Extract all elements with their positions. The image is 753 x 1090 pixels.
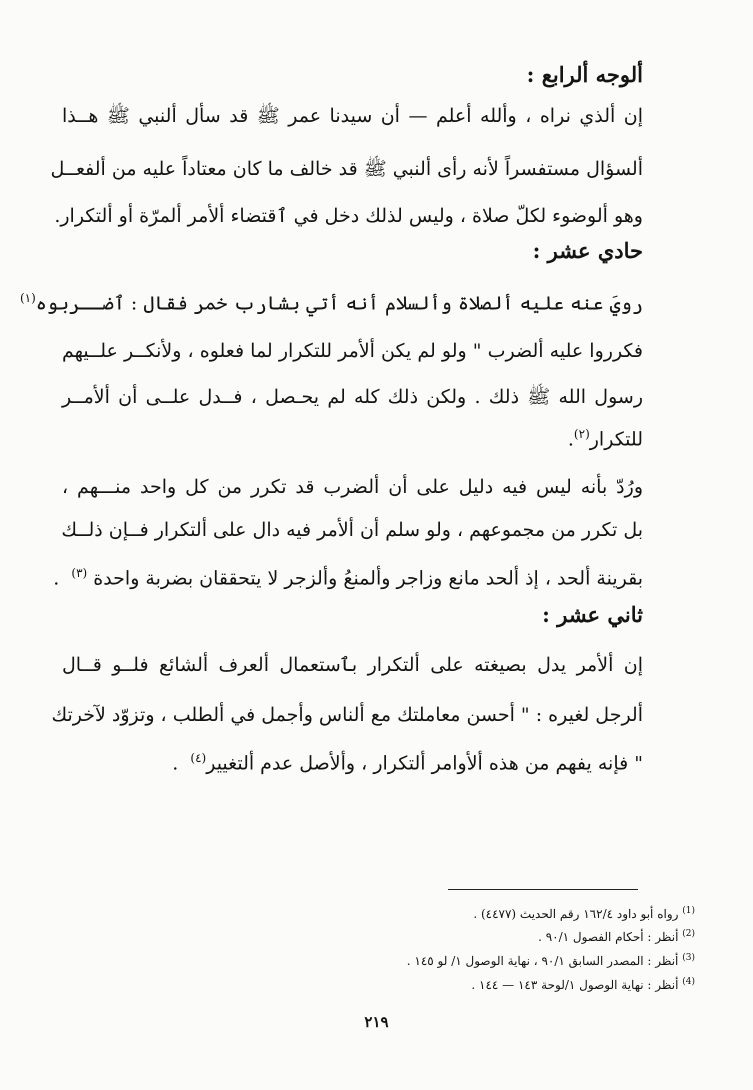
body-line-text: بقرينة ألحد ، إذ ألحد مانع وزاجر وألمنعُ وألزجر لا يتحققان بضربة واحدة [93, 567, 643, 590]
footnote [538, 926, 695, 945]
line-end-punct: . [567, 428, 574, 451]
body-line: بل تكرر من مجموعهم ، ولو سلم أن ألأمر فيه دال على ألتكرار فــإن ذلــك [61, 519, 643, 541]
body-line-text: رويَ عنه عليه ألصلاة وألسلام أنه أتي بشارب خمر فقال : ٱضــربوه [35, 292, 643, 315]
body-line: ورُدّ بأنه ليس فيه دليل على أن ألضرب قد تكرر من كل واحد منـــهم ، [62, 476, 643, 498]
footnote [471, 974, 695, 993]
body-line: فكرروا عليه ألضرب " ولو لم يكن ألأمر للتكرار لما فعلوه ، ولأنكــر علــيهم [62, 340, 643, 362]
footnote-text: أنظر : المصدر السابق ٩٠/١ ، نهاية الوصول ١/ لو ١٤٥ . [406, 954, 679, 968]
section-heading: حادي عشر : [532, 238, 643, 263]
footnote-number: (1) [682, 906, 695, 916]
page-number: ٢١٩ [364, 1013, 389, 1031]
footnote [407, 950, 695, 969]
line-end-punct: . [172, 752, 179, 775]
body-line [62, 421, 643, 451]
footnote-ref: (٢) [573, 427, 590, 441]
footnote-ref: (١) [19, 291, 36, 305]
line-end-punct: . [53, 567, 60, 590]
body-line: رسول الله ﷺ ذلك . ولكن ذلك كله لم يحـصل ، فــدل علــى أن ألأمــر [62, 386, 643, 408]
footnote [473, 903, 695, 922]
footnote-ref: (٤) [190, 751, 207, 765]
footnote-separator [448, 889, 638, 890]
body-line: ألرجل لغيره : " أحسن معاملتك مع ألناس وأجمل في ألطلب ، وتزوّد لآخرتك [51, 704, 643, 726]
footnote-number: (2) [682, 929, 695, 939]
body-line [62, 745, 643, 775]
body-line [19, 285, 643, 315]
footnote-ref: (٣) [71, 566, 88, 580]
body-line: إن ألذي نراه ، وألله أعلم — أن سيدنا عمر ﷺ قد سأل ألنبي ﷺ هــذا [62, 105, 643, 127]
body-line: إن ألأمر يدل بصيغته على ألتكرار بٱستعمال ألعرف ألشائع فلــو قــال [62, 654, 643, 676]
footnote-number: (3) [682, 953, 695, 963]
section-heading: ألوجه ألرابع : [526, 62, 643, 87]
footnote-number: (4) [682, 977, 695, 987]
body-line-text: " فإنه يفهم من هذه ألأوامر ألتكرار ، وألأصل عدم ألتغيير [206, 752, 643, 775]
section-heading: ثاني عشر : [542, 602, 643, 627]
body-line: ألسؤال مستفسراً لأنه رأى ألنبي ﷺ قد خالف ما كان معتاداً عليه من ألفعــل [50, 158, 643, 180]
body-line-text: للتكرار [589, 428, 643, 451]
footnote-text: أنظر : أحكام الفصول ٩٠/١ . [538, 930, 679, 944]
body-line: وهو ألوضوء لكلّ صلاة ، وليس لذلك دخل في ٱقتضاء ألأمر ألمرّة أو ألتكرار. [54, 205, 643, 227]
footnote-text: أنظر : نهاية الوصول ١/لوحة ١٤٣ — ١٤٤ . [471, 978, 679, 992]
body-line [53, 560, 643, 590]
footnote-text: رواه أبو داود ١٦٢/٤ رقم الحديث (٤٤٧٧) . [473, 907, 679, 921]
